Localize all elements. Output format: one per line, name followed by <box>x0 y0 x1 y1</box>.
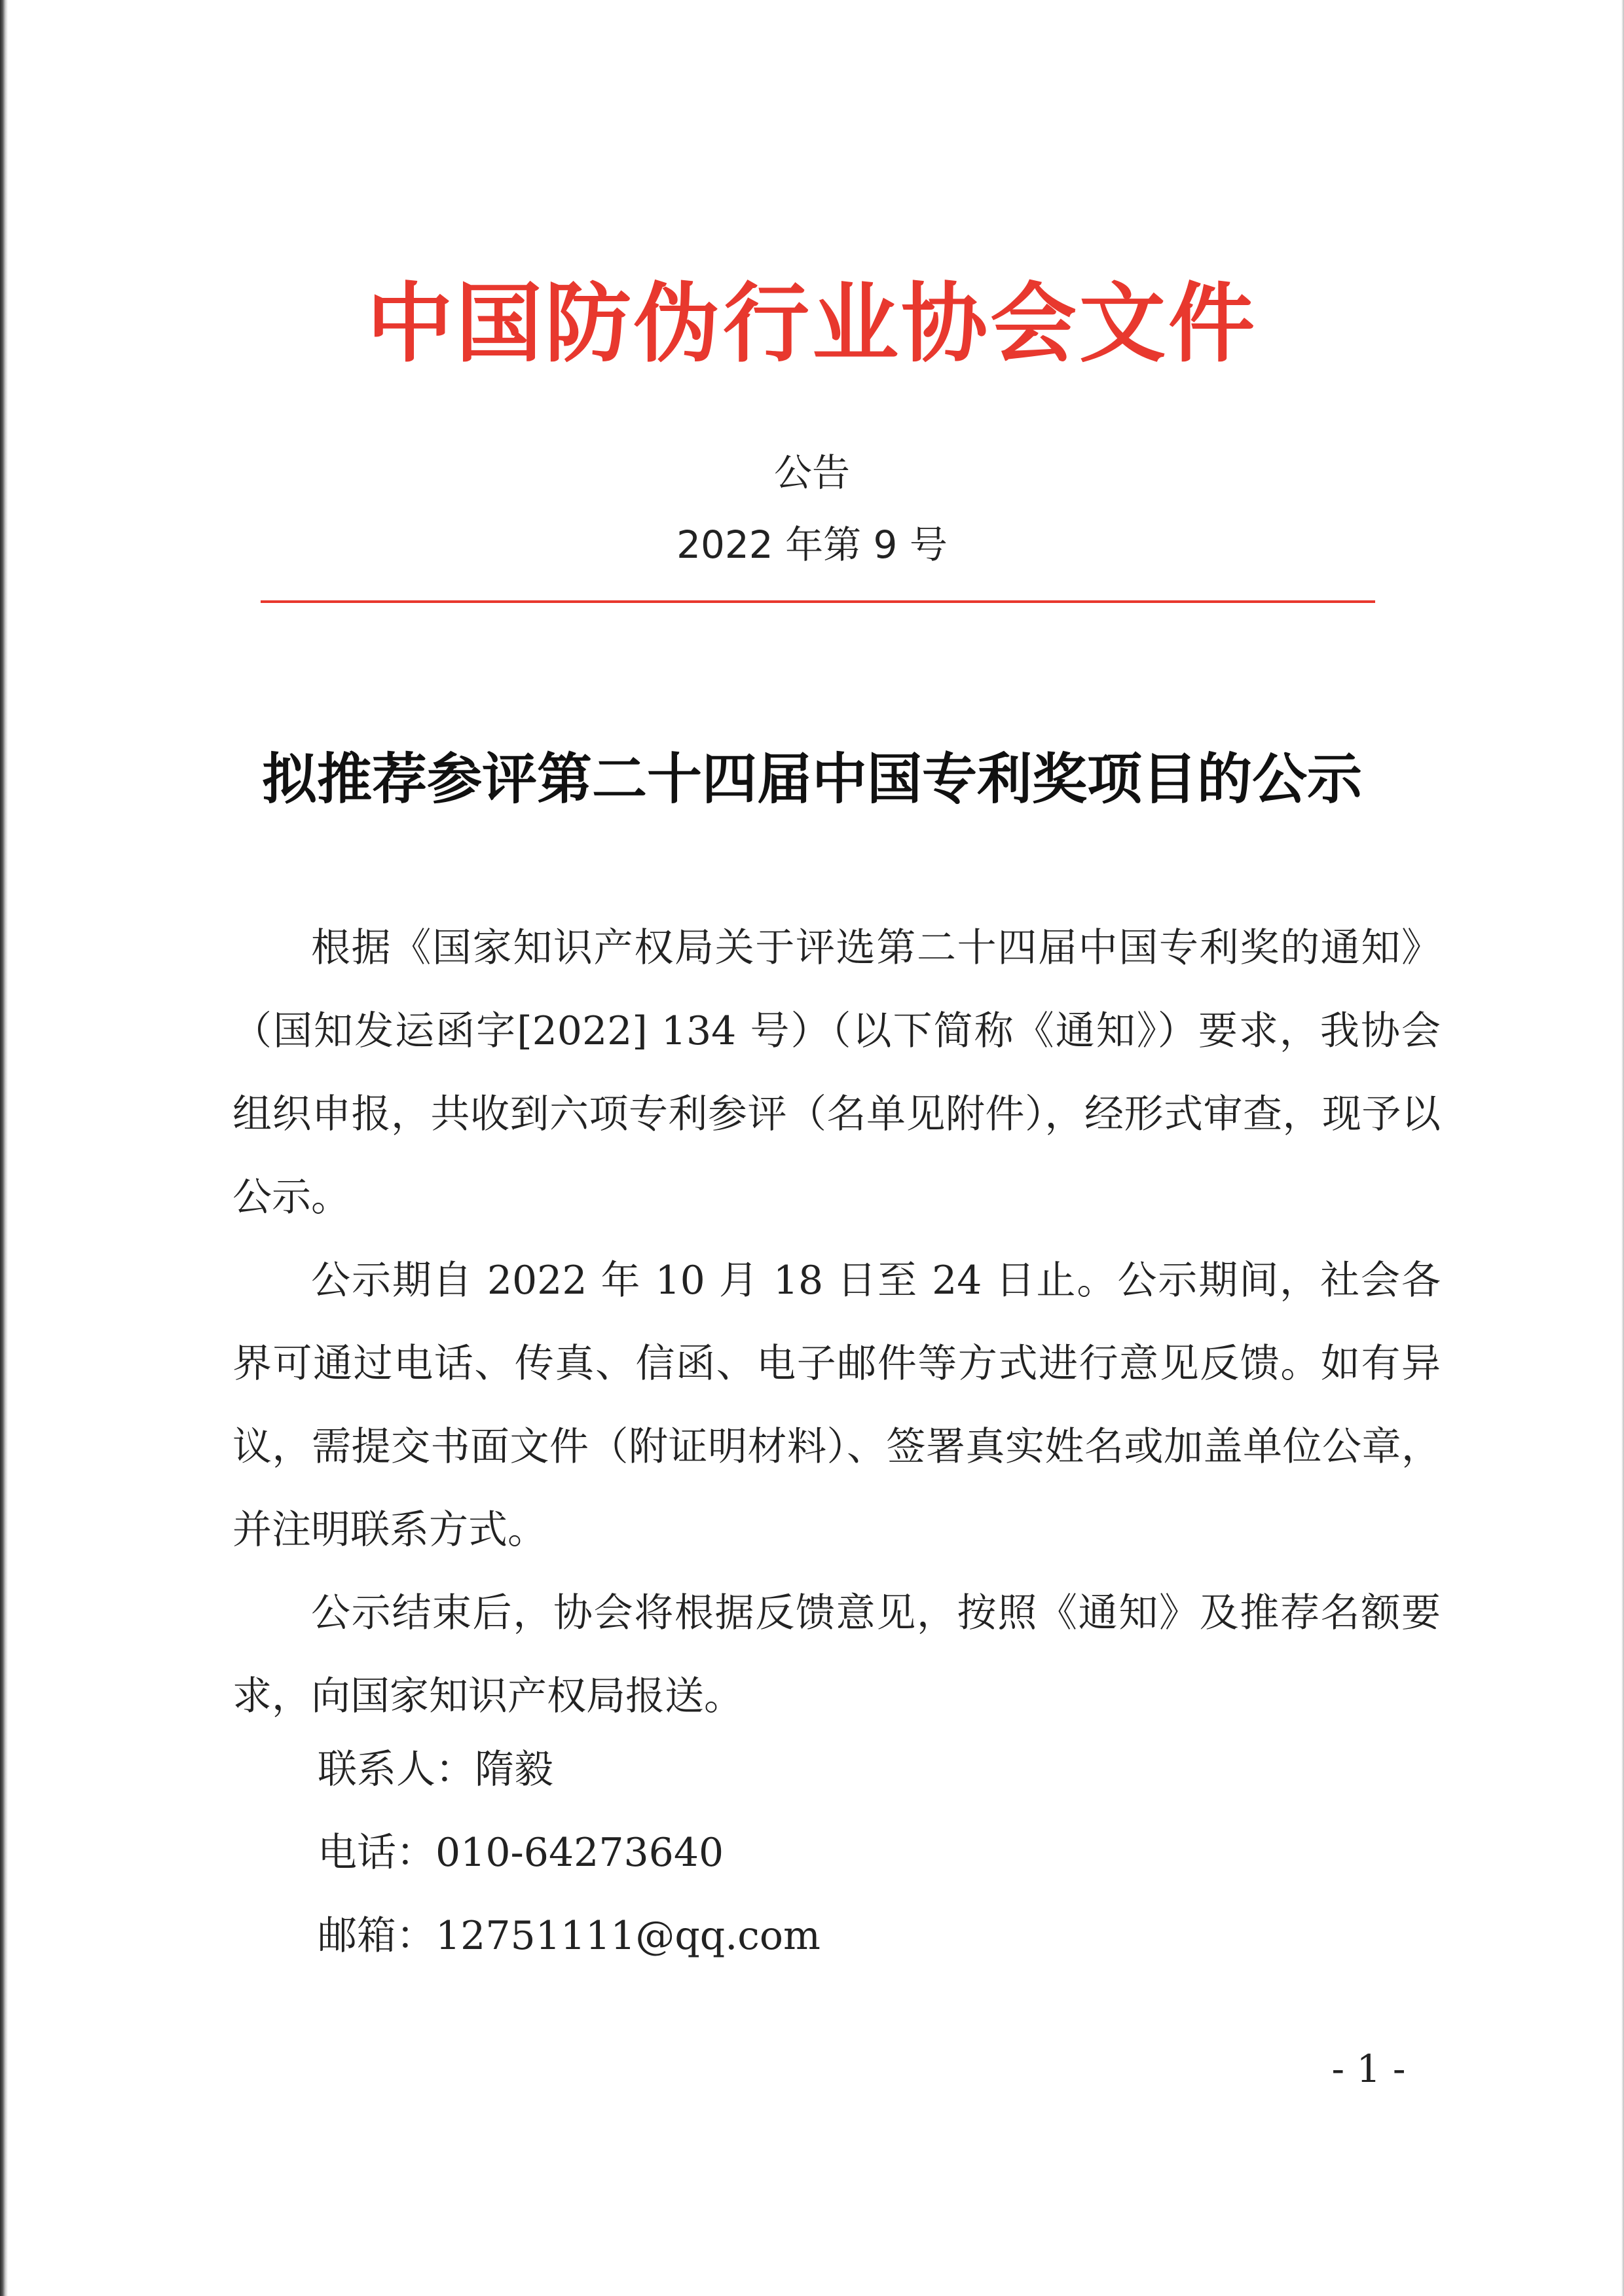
notice-body <box>232 907 1441 1738</box>
contact-person: 联系人：隋毅 <box>318 1747 553 1793</box>
contact-phone: 电话：010-64273640 <box>318 1830 724 1876</box>
contact-block <box>318 1728 1431 1978</box>
masthead-title: 中国防伪行业协会文件 <box>367 273 1257 374</box>
document-number: 2022 年第 9 号 <box>676 522 948 567</box>
body-paragraph-1: 根据《国家知识产权局关于评选第二十四届中国专利奖的通知》（国知发运函字[2022] 134 号）（以下简称《通知》）要求，我协会组织申报，共收到六项专利参评（名单见附件），经形式审查，现予以公示。 <box>232 925 1441 1220</box>
red-divider-line <box>261 600 1375 603</box>
body-paragraph-2: 公示期自 2022 年 10 月 18 日至 24 日止。公示期间，社会各界可通过电话、传真、信函、电子邮件等方式进行意见反馈。如有异议，需提交书面文件（附证明材料）、签署真实姓名或加盖单位公章，并注明联系方式。 <box>232 1258 1441 1553</box>
page-number: - 1 - <box>1331 2047 1406 2091</box>
notice-title: 拟推荐参评第二十四届中国专利奖项目的公示 <box>261 746 1362 811</box>
document-type: 公告 <box>773 450 850 495</box>
contact-email: 邮箱：12751111@qq.com <box>318 1913 821 1959</box>
body-paragraph-3: 公示结束后，协会将根据反馈意见，按照《通知》及推荐名额要求，向国家知识产权局报送。 <box>232 1590 1441 1719</box>
